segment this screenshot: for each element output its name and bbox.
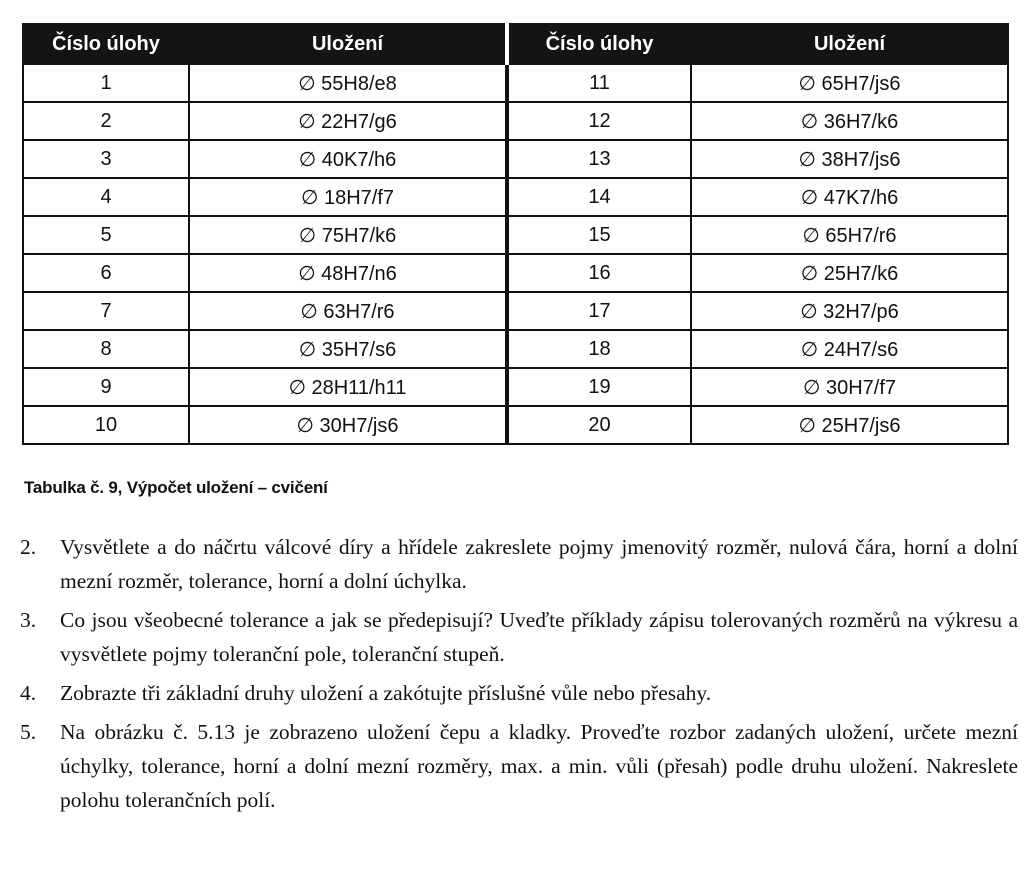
task-item xyxy=(20,603,1018,671)
fit-cell: ∅ 25H7/k6 xyxy=(691,254,1008,292)
fit-cell: ∅ 55H8/e8 xyxy=(189,64,507,102)
fit-cell: ∅ 22H7/g6 xyxy=(189,102,507,140)
task-number-cell: 17 xyxy=(507,292,691,330)
fit-cell: ∅ 65H7/js6 xyxy=(691,64,1008,102)
fit-cell: ∅ 32H7/p6 xyxy=(691,292,1008,330)
task-number: 4. xyxy=(20,681,37,705)
task-number: 3. xyxy=(20,608,37,632)
table-row xyxy=(23,216,1008,254)
table-row xyxy=(23,178,1008,216)
fit-cell: ∅ 30H7/js6 xyxy=(189,406,507,444)
fit-cell: ∅ 25H7/js6 xyxy=(691,406,1008,444)
task-number-cell: 9 xyxy=(23,368,189,406)
task-text: Vysvětlete a do náčrtu válcové díry a hřídele zakreslete pojmy jmenovitý rozměr, nulová čára, horní a dolní mezní rozměr, tolerance, horní a dolní úchylka. xyxy=(60,535,1018,593)
task-number-cell: 1 xyxy=(23,64,189,102)
table-row xyxy=(23,368,1008,406)
table-row xyxy=(23,102,1008,140)
fit-cell: ∅ 35H7/s6 xyxy=(189,330,507,368)
task-item xyxy=(20,715,1018,817)
task-number-cell: 13 xyxy=(507,140,691,178)
task-number-cell: 7 xyxy=(23,292,189,330)
header-task-number-1: Číslo úlohy xyxy=(23,24,189,64)
task-number-cell: 14 xyxy=(507,178,691,216)
fit-cell: ∅ 36H7/k6 xyxy=(691,102,1008,140)
fit-cell: ∅ 75H7/k6 xyxy=(189,216,507,254)
task-text: Na obrázku č. 5.13 je zobrazeno uložení čepu a kladky. Proveďte rozbor zadaných uložení, určete mezní úchylky, tolerance, horní a dolní mezní rozměry, max. a min. vůli (přesah) podle druhu uložení. Nakreslete polohu tolerančních polí. xyxy=(60,720,1018,812)
task-number: 2. xyxy=(20,535,37,559)
header-fit-1: Uložení xyxy=(189,24,507,64)
table-row xyxy=(23,64,1008,102)
task-text: Zobrazte tři základní druhy uložení a zakótujte příslušné vůle nebo přesahy. xyxy=(60,681,712,705)
fit-cell: ∅ 18H7/f7 xyxy=(189,178,507,216)
table-row xyxy=(23,140,1008,178)
fit-cell: ∅ 40K7/h6 xyxy=(189,140,507,178)
task-number-cell: 19 xyxy=(507,368,691,406)
task-number-cell: 6 xyxy=(23,254,189,292)
fit-cell: ∅ 30H7/f7 xyxy=(691,368,1008,406)
task-number: 5. xyxy=(20,720,37,744)
fits-table xyxy=(22,23,1009,445)
task-item xyxy=(20,676,1018,710)
task-number-cell: 5 xyxy=(23,216,189,254)
fit-cell: ∅ 63H7/r6 xyxy=(189,292,507,330)
table-row xyxy=(23,292,1008,330)
task-number-cell: 11 xyxy=(507,64,691,102)
task-text: Co jsou všeobecné tolerance a jak se předepisují? Uveďte příklady zápisu tolerovaných rozměrů na výkresu a vysvětlete pojmy toleranční pole, toleranční stupeň. xyxy=(60,608,1018,666)
table-header-row xyxy=(23,24,1008,64)
fit-cell: ∅ 28H11/h11 xyxy=(189,368,507,406)
table-row xyxy=(23,330,1008,368)
table-row xyxy=(23,406,1008,444)
task-number-cell: 12 xyxy=(507,102,691,140)
fit-cell: ∅ 48H7/n6 xyxy=(189,254,507,292)
task-number-cell: 16 xyxy=(507,254,691,292)
table-row xyxy=(23,254,1008,292)
task-list xyxy=(20,530,1018,822)
task-number-cell: 18 xyxy=(507,330,691,368)
fit-cell: ∅ 38H7/js6 xyxy=(691,140,1008,178)
table-caption: Tabulka č. 9, Výpočet uložení – cvičení xyxy=(24,478,328,497)
task-number-cell: 4 xyxy=(23,178,189,216)
task-number-cell: 10 xyxy=(23,406,189,444)
header-fit-2: Uložení xyxy=(691,24,1008,64)
task-item xyxy=(20,530,1018,598)
fit-cell: ∅ 47K7/h6 xyxy=(691,178,1008,216)
task-number-cell: 20 xyxy=(507,406,691,444)
task-number-cell: 8 xyxy=(23,330,189,368)
header-task-number-2: Číslo úlohy xyxy=(507,24,691,64)
fit-cell: ∅ 24H7/s6 xyxy=(691,330,1008,368)
task-number-cell: 2 xyxy=(23,102,189,140)
task-number-cell: 15 xyxy=(507,216,691,254)
task-number-cell: 3 xyxy=(23,140,189,178)
fit-cell: ∅ 65H7/r6 xyxy=(691,216,1008,254)
